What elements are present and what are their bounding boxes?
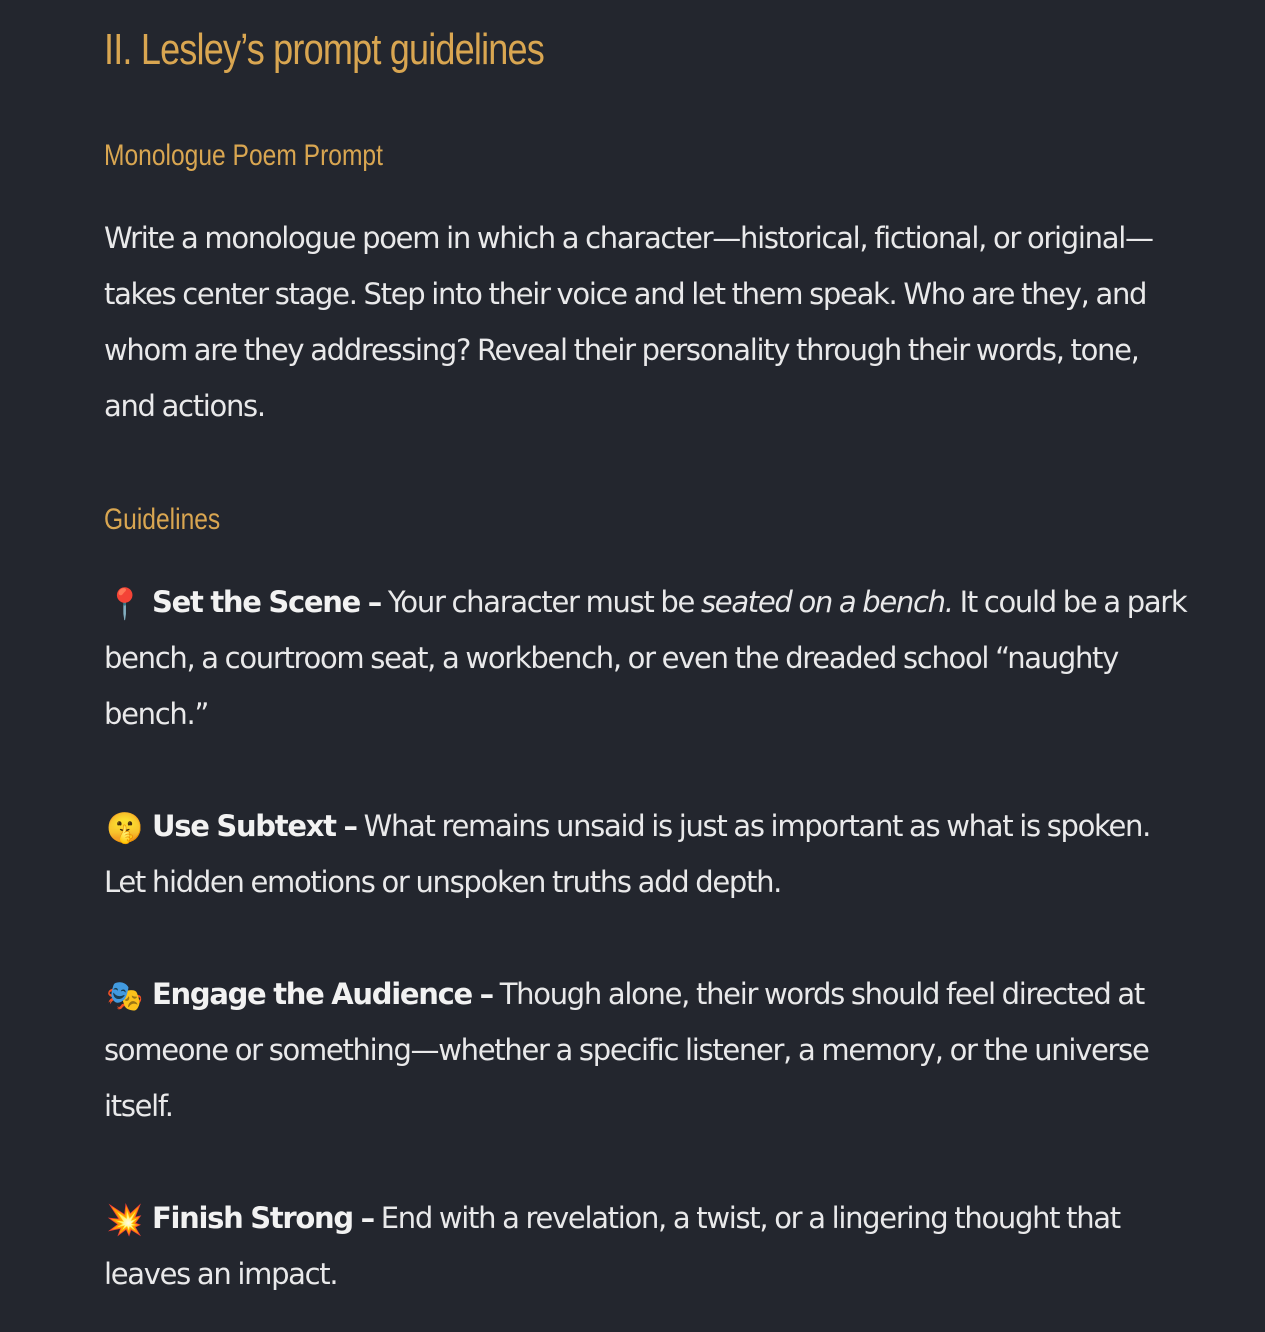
guideline-title: Engage the Audience –	[152, 977, 493, 1011]
guideline-item	[104, 798, 1189, 910]
guideline-text: End with a revelation, a twist, or a lingering thought that leaves an impact.	[104, 1201, 1120, 1291]
shushing-face-icon: 🤫	[105, 811, 143, 846]
guideline-item	[104, 574, 1189, 742]
prompt-heading: Monologue Poem Prompt	[104, 139, 383, 172]
prompt-paragraph: Write a monologue poem in which a character—historical, fictional, or original—takes center stage. Step into their voice and let them speak. Who are they, and whom are they addressing? Reveal their personality through their words, tone, and actions.	[104, 221, 1153, 423]
guidelines-heading: Guidelines	[104, 503, 221, 536]
guideline-title: Finish Strong –	[152, 1201, 374, 1235]
guideline-item	[104, 966, 1189, 1134]
collision-icon: 💥	[105, 1203, 143, 1238]
guideline-title: Set the Scene –	[152, 585, 381, 619]
guideline-text: Your character must be	[380, 585, 701, 619]
guideline-title: Use Subtext –	[152, 809, 357, 843]
guideline-text-continued: It could be a park bench, a courtroom seat, a workbench, or even the dreaded school “naughty bench.”	[104, 585, 1187, 731]
guideline-text: Though alone, their words should feel directed at someone or something—whether a specific listener, a memory, or the universe itself.	[104, 977, 1149, 1123]
guideline-item	[104, 1190, 1189, 1302]
section-title: II. Lesley’s prompt guidelines	[104, 25, 545, 74]
guideline-emphasis: seated on a bench.	[700, 585, 953, 619]
pushpin-icon: 📍	[105, 587, 143, 622]
guideline-text: What remains unsaid is just as important as what is spoken. Let hidden emotions or unspoken truths add depth.	[104, 809, 1151, 899]
theater-masks-icon: 🎭	[105, 979, 143, 1014]
